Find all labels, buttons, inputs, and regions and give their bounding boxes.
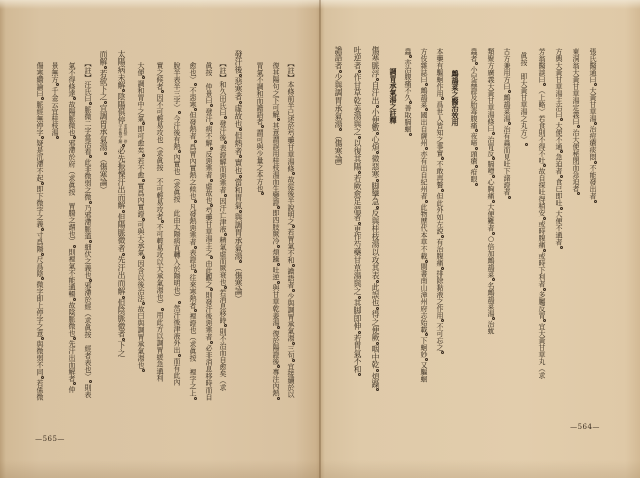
full-stop-mark xyxy=(277,263,280,266)
full-stop-mark xyxy=(142,154,145,157)
full-stop-mark xyxy=(441,157,444,160)
commentary-column: 【註】和久田氏曰發汗後表證解而惡寒者因汗亡津液精氣虛而厥衰也若消息移時則不治而自愈矣（求 xyxy=(219,60,227,391)
full-stop-mark xyxy=(492,278,495,281)
full-stop-mark xyxy=(122,89,125,92)
full-stop-mark xyxy=(409,55,412,58)
full-stop-mark xyxy=(441,235,444,238)
full-stop-mark xyxy=(41,97,44,100)
full-stop-mark xyxy=(41,337,44,340)
full-stop-mark xyxy=(376,342,379,345)
citation-column: 方輿大黃甘草湯主治曰大便不通急迫者食已即吐大便不通者 xyxy=(554,48,564,249)
full-stop-mark xyxy=(178,354,181,357)
full-stop-mark xyxy=(122,144,125,147)
body-text-column: 方伎雜誌曰鷓鴣菜國出自薩州亦有出自紀州者此物歷代本草不載閩書南山漳州府志始載下蛔妙又驅蛔 xyxy=(420,48,428,383)
commentary-column: 實之候者因不可輕易攻也（求眞按 不可輕易攻者不可輕易攻以大承氣湯也）用此方以調胃緩急通利 xyxy=(156,62,164,382)
full-stop-mark xyxy=(543,319,546,322)
full-stop-mark xyxy=(210,179,213,182)
full-stop-mark xyxy=(89,201,92,204)
full-stop-mark xyxy=(475,62,478,65)
full-stop-mark xyxy=(41,182,44,185)
annotation-line: 字作微字解 xyxy=(119,123,124,144)
full-stop-mark xyxy=(161,90,164,93)
full-stop-mark xyxy=(277,365,280,368)
classic-quote-column: 傷寒脈浮自汗出小便數心煩微惡寒脚攣急反與桂枝湯以攻其表此誤也得之便厥咽中乾煩躁 xyxy=(369,46,381,392)
page-number: —565— xyxy=(35,435,65,443)
full-stop-mark xyxy=(194,140,197,143)
commentary-column: 傷寒纘論曰脈經無停字疑是沉滯不起即下微字之義寸爲陽尺爲陰微字即上停字之意與微弱不同若係微 xyxy=(36,62,44,401)
full-stop-mark xyxy=(376,132,379,135)
full-stop-mark xyxy=(122,253,125,256)
full-stop-mark xyxy=(73,97,76,100)
full-stop-mark xyxy=(376,78,379,81)
commentary-column: 胃氣不調和而譫語者謂可與少量之本方也 xyxy=(255,62,265,196)
inline-annotation xyxy=(119,124,129,144)
full-stop-mark xyxy=(261,125,264,128)
full-stop-mark xyxy=(492,157,495,160)
full-stop-mark xyxy=(376,388,379,391)
full-stop-mark xyxy=(441,351,444,354)
full-stop-mark xyxy=(142,218,145,221)
full-stop-mark xyxy=(239,175,242,178)
full-stop-mark xyxy=(508,122,511,125)
full-stop-mark xyxy=(73,245,76,248)
citation-column: 古方兼用方曰鷓鴣菜湯治有蟲而見吐下諸證者 xyxy=(502,48,512,199)
full-stop-mark xyxy=(277,281,280,284)
quote-text: 必先振慄汗出而解但陽脈微者先汗出而解但陰脈微者下之 xyxy=(117,143,126,357)
commentary-column: 脫半表半三字）今汗後有熱內實也（求眞按 此由太陽病直轉入於陽明也）然汗後津液外出而有此內 xyxy=(173,62,181,386)
full-stop-mark xyxy=(277,118,280,121)
full-stop-mark xyxy=(161,220,164,223)
full-stop-mark xyxy=(358,171,361,174)
full-stop-mark xyxy=(142,369,145,372)
full-stop-mark xyxy=(577,125,580,128)
full-stop-mark xyxy=(210,204,213,207)
full-stop-mark xyxy=(178,301,181,304)
full-stop-mark xyxy=(194,108,197,111)
full-stop-mark xyxy=(475,129,478,132)
full-stop-mark xyxy=(425,333,428,336)
full-stop-mark xyxy=(104,101,107,104)
full-stop-mark xyxy=(73,136,76,139)
full-stop-mark xyxy=(292,359,295,362)
full-stop-mark xyxy=(104,152,107,155)
full-stop-mark xyxy=(339,128,342,131)
full-stop-mark xyxy=(508,196,511,199)
classic-quote-column: 而解若欲下之宜調胃承氣湯（傷寒論） xyxy=(99,50,108,194)
full-stop-mark xyxy=(376,105,379,108)
commentary-column: 景無方千金云宜桂枝湯 xyxy=(50,62,60,140)
full-stop-mark xyxy=(224,141,227,144)
full-stop-mark xyxy=(543,249,546,252)
full-stop-mark xyxy=(73,382,76,385)
full-stop-mark xyxy=(376,179,379,182)
full-stop-mark xyxy=(104,66,107,69)
full-stop-mark xyxy=(543,164,546,167)
full-stop-mark xyxy=(292,172,295,175)
book-gutter xyxy=(319,0,321,478)
full-stop-mark xyxy=(277,397,280,400)
commentary-column: 【註】汪氏曰脈微二字當活看此非微弱之微乃邪滯脈道細伏之義也邪滯於經（求眞按 經者表也）則表 xyxy=(84,60,92,398)
full-stop-mark xyxy=(277,326,280,329)
full-stop-mark xyxy=(194,83,197,86)
full-stop-mark xyxy=(525,143,528,146)
citation-column: 蟲者小兒蟲證及胎毒腹痛夜啼頭瘡疳眼 xyxy=(469,48,479,186)
full-stop-mark xyxy=(239,155,242,158)
full-stop-mark xyxy=(594,122,597,125)
full-stop-mark xyxy=(475,165,478,168)
full-stop-mark xyxy=(292,225,295,228)
body-text-column: 本藥有驅蛔作用爲世人皆知之事實不敢再贅但此外如左說有治腹痛排除黏液之作用不可忘之 xyxy=(435,48,445,354)
full-stop-mark xyxy=(492,200,495,203)
full-stop-mark xyxy=(358,136,361,139)
full-stop-mark xyxy=(560,118,563,121)
full-stop-mark xyxy=(358,222,361,225)
full-stop-mark xyxy=(142,256,145,259)
full-stop-mark xyxy=(492,175,495,178)
full-stop-mark xyxy=(224,116,227,119)
full-stop-mark xyxy=(358,331,361,334)
full-stop-mark xyxy=(425,108,428,111)
full-stop-mark xyxy=(441,189,444,192)
full-stop-mark xyxy=(73,337,76,340)
citation-column: 張氏醫通曰大黃甘草湯治痘瘡痰悶不能發出者 xyxy=(588,48,598,203)
citation-column: 芳翁醫談曰（上略）若食則不得不吐故自探吐得稍安或時腹痛或時下利者多屬反胃宜大黃甘草丸（求 xyxy=(538,48,546,379)
full-stop-mark xyxy=(560,246,563,249)
classic-quote-column xyxy=(117,50,129,357)
full-stop-mark xyxy=(194,309,197,312)
full-stop-mark xyxy=(194,397,197,400)
full-stop-mark xyxy=(492,132,495,135)
commentary-column: 愈也）不惡寒但發熱者爲胃內實熱之候也凡發熱惡寒者表證也往來寒熱者裡證也（求眞按 裡字之上 xyxy=(188,62,198,400)
full-stop-mark xyxy=(56,136,59,139)
full-stop-mark xyxy=(239,74,242,77)
full-stop-mark xyxy=(210,104,213,107)
full-stop-mark xyxy=(210,122,213,125)
full-stop-mark xyxy=(358,296,361,299)
full-stop-mark xyxy=(122,210,125,213)
full-stop-mark xyxy=(594,83,597,86)
full-stop-mark xyxy=(492,317,495,320)
full-stop-mark xyxy=(376,151,379,154)
full-stop-mark xyxy=(142,179,145,182)
full-stop-mark xyxy=(543,217,546,220)
full-stop-mark xyxy=(594,200,597,203)
commentary-column: 眞按 仲景曰發汗病不解反惡寒者虛故也芍藥甘草湯主之由此觀之則發汗後惡寒者必非消息移時而自 xyxy=(205,62,213,401)
full-stop-mark xyxy=(194,200,197,203)
full-stop-mark xyxy=(358,373,361,376)
full-stop-mark xyxy=(492,232,495,235)
full-stop-mark xyxy=(425,260,428,263)
commentary-column: 復其陽句之下可解其意謂誤用桂枝湯而生變證即四肢厥冷煩躁吐逆與甘草乾姜湯復於陽證後專注內熱 xyxy=(271,62,281,400)
full-stop-mark xyxy=(239,128,242,131)
full-stop-mark xyxy=(210,288,213,291)
full-stop-mark xyxy=(475,147,478,150)
full-stop-mark xyxy=(409,133,412,136)
full-stop-mark xyxy=(594,161,597,164)
full-stop-mark xyxy=(376,307,379,310)
full-stop-mark xyxy=(210,256,213,259)
full-stop-mark xyxy=(142,76,145,79)
full-stop-mark xyxy=(89,279,92,282)
full-stop-mark xyxy=(41,277,44,280)
full-stop-mark xyxy=(277,206,280,209)
commentary-column: 大便調和胃中之氣即可愈矣若不愈實爲內實證可與大承氣因含以後治法故曰與調胃承氣湯也 xyxy=(136,62,146,372)
full-stop-mark xyxy=(224,324,227,327)
full-stop-mark xyxy=(508,90,511,93)
full-stop-mark xyxy=(122,296,125,299)
full-stop-mark xyxy=(89,102,92,105)
full-stop-mark xyxy=(73,298,76,301)
full-stop-mark xyxy=(41,253,44,256)
full-stop-mark xyxy=(358,70,361,73)
full-stop-mark xyxy=(142,302,145,305)
full-stop-mark xyxy=(292,342,295,345)
full-stop-mark xyxy=(543,83,546,86)
full-stop-mark xyxy=(441,267,444,270)
full-stop-mark xyxy=(425,200,428,203)
full-stop-mark xyxy=(89,155,92,158)
commentary-column: 【註】本條前半已述於芍藥甘草湯條故從後半說明之若胃氣不和譫語者少與調胃承氣湯三句宜接續於以 xyxy=(287,60,295,398)
full-stop-mark xyxy=(224,286,227,289)
full-stop-mark xyxy=(210,147,213,150)
full-stop-mark xyxy=(239,260,242,263)
full-stop-mark xyxy=(89,240,92,243)
section-heading: 鷓鴣菜之醫治效用 xyxy=(451,70,460,126)
classic-quote-column: 譫語者少與調胃承氣湯（傷寒論） xyxy=(334,46,343,171)
full-stop-mark xyxy=(194,246,197,249)
full-stop-mark xyxy=(425,83,428,86)
classic-quote-column: 吐逆者作甘草乾姜湯與之以復其陽若厥愈足溫者更作芍藥甘草湯與之其脚即伸若胃氣不和 xyxy=(351,46,363,377)
commentary-column: 氣不得條達故陽脈微也邪滯於府（求眞按 胃腸之謂也）則裡氣不能通暢故陰脈微也先汗出而解者仲 xyxy=(68,62,76,393)
full-stop-mark xyxy=(122,338,125,341)
full-stop-mark xyxy=(178,150,181,153)
full-stop-mark xyxy=(441,319,444,322)
full-stop-mark xyxy=(441,97,444,100)
quote-text: 太陽病未解陰陽俱停 xyxy=(117,50,126,124)
full-stop-mark xyxy=(194,270,197,273)
full-stop-mark xyxy=(292,264,295,267)
full-stop-mark xyxy=(376,369,379,372)
full-stop-mark xyxy=(41,376,44,379)
full-stop-mark xyxy=(142,122,145,125)
full-stop-mark xyxy=(210,341,213,344)
right-page xyxy=(320,0,640,478)
full-stop-mark xyxy=(56,83,59,86)
full-stop-mark xyxy=(261,192,264,195)
citation-column: 眞按 即大黃甘草湯之丸方） xyxy=(519,52,529,147)
citation-column: 東洞翁大黃甘草湯定義曰治大便秘閉而急迫者 xyxy=(571,48,581,196)
full-stop-mark xyxy=(89,380,92,383)
page-number: —564— xyxy=(570,423,600,431)
full-stop-mark xyxy=(376,206,379,209)
full-stop-mark xyxy=(161,308,164,311)
full-stop-mark xyxy=(41,136,44,139)
full-stop-mark xyxy=(425,358,428,361)
full-stop-mark xyxy=(239,101,242,104)
annotation-line: 求眞按 停 xyxy=(124,123,129,144)
full-stop-mark xyxy=(543,288,546,291)
full-stop-mark xyxy=(560,150,563,153)
full-stop-mark xyxy=(577,192,580,195)
full-stop-mark xyxy=(277,245,280,248)
full-stop-mark xyxy=(376,280,379,283)
classic-quote-column: 發汗後惡寒者虛故也但熱者實也當和胃氣與調胃承氣湯（傷寒論） xyxy=(234,50,243,303)
full-stop-mark xyxy=(224,233,227,236)
citation-column: 類聚方廣義大黃甘草湯條曰治胃反膈噎心胸痛大便難者○倍加鷓鴣菜名鷓鴣菜湯治蚘 xyxy=(487,48,495,335)
full-stop-mark xyxy=(560,175,563,178)
full-stop-mark xyxy=(178,111,181,114)
full-stop-mark xyxy=(339,70,342,73)
full-stop-mark xyxy=(292,289,295,292)
full-stop-mark xyxy=(239,210,242,213)
full-stop-mark xyxy=(425,147,428,150)
full-stop-mark xyxy=(560,207,563,210)
section-heading: 調胃承氣湯之註釋 xyxy=(389,68,398,124)
body-text-column: 蟲亦治腹痛不久善取膈蛔 xyxy=(403,48,413,136)
full-stop-mark xyxy=(41,228,44,231)
full-stop-mark xyxy=(224,194,227,197)
full-stop-mark xyxy=(409,101,412,104)
full-stop-mark xyxy=(475,183,478,186)
